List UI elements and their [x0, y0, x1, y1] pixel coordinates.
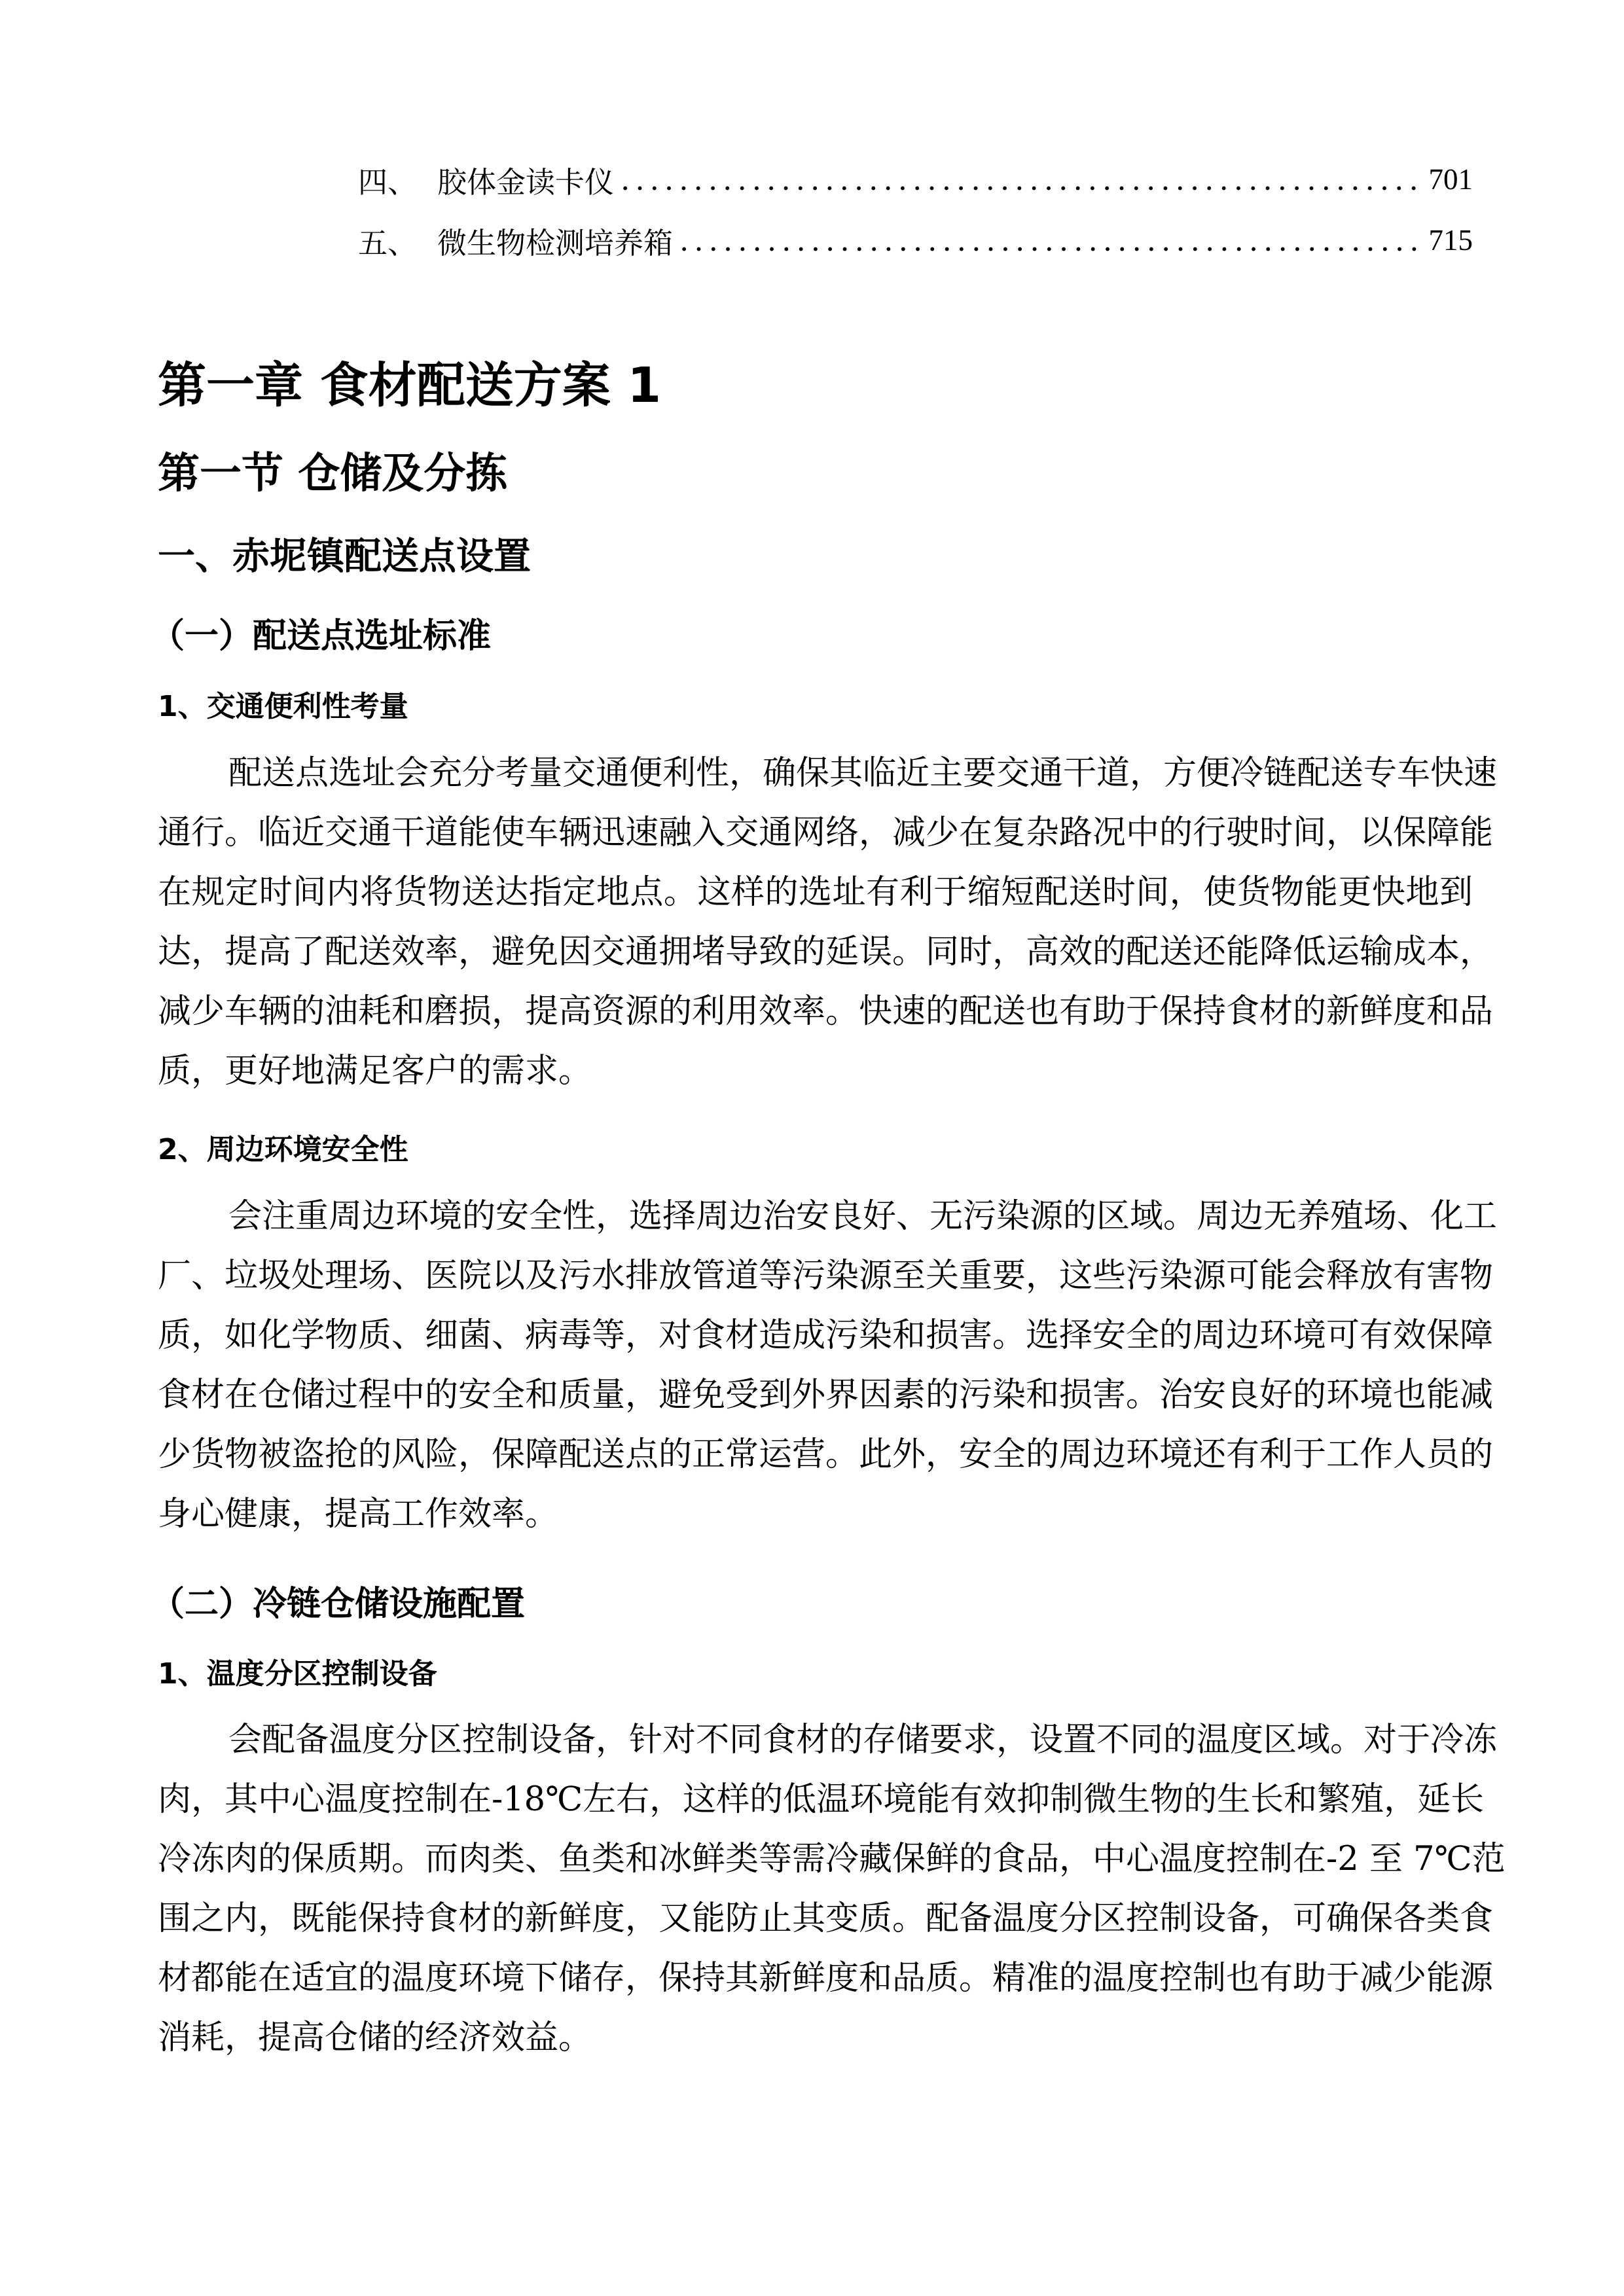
paragraph-line: 达，提高了配送效率，避免因交通拥堵导致的延误。同时，高效的配送还能降低运输成本， [158, 933, 1494, 971]
paragraph-line: 在规定时间内将货物送达指定地点。这样的选址有利于缩短配送时间，使货物能更快地到 [158, 873, 1473, 912]
chapter-title: 第一章 食材配送方案 1 [158, 357, 662, 414]
toc-entry[interactable] [358, 156, 1473, 202]
paragraph-line: 会注重周边环境的安全性，选择周边治安良好、无污染源的区域。周边无养殖场、化工 [228, 1197, 1498, 1236]
paragraph-line: 冷冻肉的保质期。而肉类、鱼类和冰鲜类等需冷藏保鲜的食品，中心温度控制在-2 至 7℃范 [158, 1840, 1506, 1878]
paragraph-line: 质，更好地满足客户的需求。 [158, 1052, 592, 1090]
heading-site-selection: （一）配送点选址标准 [151, 617, 492, 656]
heading-environment: 2、周边环境安全性 [158, 1133, 408, 1166]
paragraph-line: 质，如化学物质、细菌、病毒等，对食材造成污染和损害。选择安全的周边环境可有效保障 [158, 1316, 1494, 1355]
paragraph-line: 身心健康，提高工作效率。 [158, 1495, 559, 1534]
toc-leader-dots [621, 162, 1422, 197]
paragraph-line: 配送点选址会充分考量交通便利性，确保其临近主要交通干道，方便冷链配送专车快速 [228, 754, 1498, 793]
heading-traffic: 1、交通便利性考量 [158, 690, 408, 723]
paragraph-line: 食材在仓储过程中的安全和质量，避免受到外界因素的污染和损害。治安良好的环境也能减 [158, 1376, 1494, 1414]
paragraph-line: 材都能在适宜的温度环境下储存，保持其新鲜度和品质。精准的温度控制也有助于减少能源 [158, 1959, 1494, 1998]
toc-number: 四、 [358, 164, 418, 200]
paragraph-line: 厂、垃圾处理场、医院以及污水排放管道等污染源至关重要，这些污染源可能会释放有害物 [158, 1257, 1494, 1295]
toc-page-number: 701 [1428, 163, 1473, 196]
paragraph-environment [158, 1187, 1498, 1544]
section-title: 第一节 仓储及分拣 [158, 450, 508, 498]
toc-number: 五、 [358, 225, 418, 260]
paragraph-line: 消耗，提高仓储的经济效益。 [158, 2018, 592, 2057]
paragraph-line: 肉，其中心温度控制在-18℃左右，这样的低温环境能有效抑制微生物的生长和繁殖，延长 [158, 1780, 1485, 1819]
toc-title: 微生物检测培养箱 [437, 225, 674, 260]
paragraph-line: 会配备温度分区控制设备，针对不同食材的存储要求，设置不同的温度区域。对于冷冻 [228, 1721, 1498, 1759]
paragraph-line: 通行。临近交通干道能使车辆迅速融入交通网络，减少在复杂路况中的行驶时间，以保障能 [158, 814, 1494, 852]
subsection-title: 一、赤坭镇配送点设置 [158, 535, 531, 578]
paragraph-line: 围之内，既能保持食材的新鲜度，又能防止其变质。配备温度分区控制设备，可确保各类食 [158, 1899, 1494, 1938]
paragraph-traffic [158, 744, 1498, 1101]
toc-page-number: 715 [1428, 224, 1473, 257]
toc-entry[interactable] [358, 217, 1473, 263]
toc-leader-dots [679, 223, 1422, 258]
paragraph-line: 减少车辆的油耗和磨损，提高资源的利用效率。快速的配送也有助于保持食材的新鲜度和品 [158, 992, 1494, 1031]
toc-title: 胶体金读卡仪 [437, 164, 615, 200]
heading-cold-chain: （二）冷链仓储设施配置 [151, 1585, 526, 1624]
paragraph-line: 少货物被盗抢的风险，保障配送点的正常运营。此外，安全的周边环境还有利于工作人员的 [158, 1435, 1494, 1474]
heading-temperature: 1、温度分区控制设备 [158, 1657, 437, 1691]
paragraph-temperature [158, 1710, 1506, 2068]
